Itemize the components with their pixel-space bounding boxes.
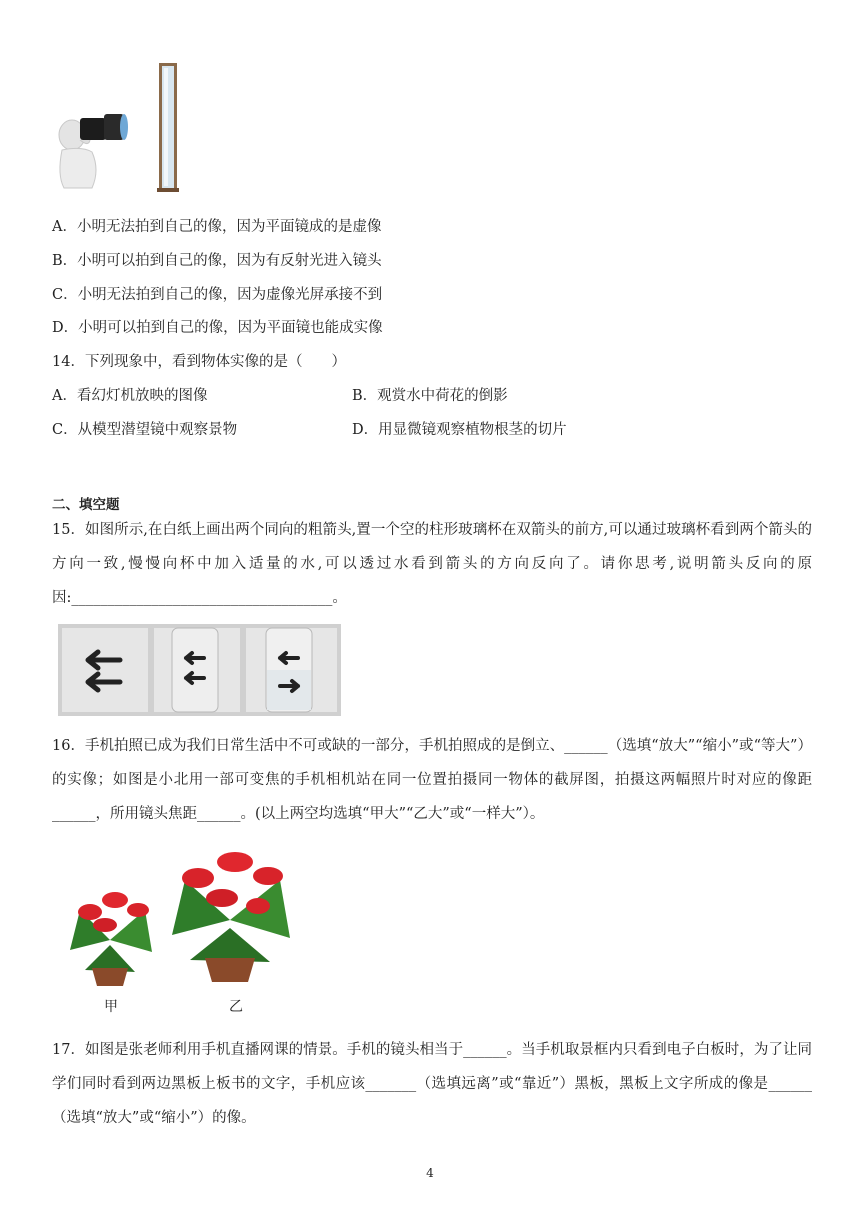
flower-yi-figure <box>160 840 300 990</box>
glass-empty <box>172 628 218 712</box>
arrow-glass-figure <box>58 624 341 716</box>
label-jia: 甲 <box>104 999 118 1015</box>
q15-text: 15．如图所示,在白纸上画出两个同向的粗箭头,置一个空的柱形玻璃杯在双箭头的前方,可以通过玻璃杯看到两个箭头的方向一致,慢慢向杯中加入适量的水,可以透过水看到箭头的方向反向了。请你思考,说明箭头反向的原因:____________________________________。 <box>52 522 812 606</box>
q13-option-b: B．小明可以拍到自己的像，因为有反射光进入镜头 <box>52 253 382 269</box>
q17-text: 17．如图是张老师利用手机直播网课的情景。手机的镜头相当于______。当手机取景框内只看到电子白板时，为了让同学们同时看到两边黑板上板书的文字，手机应该_______（选填远离”或“靠近”）黑板，黑板上文字所成的像是______（选填“放大”或“缩小”）的像。 <box>52 1042 812 1126</box>
camera-body <box>80 118 106 140</box>
flower-jia-figure <box>60 880 160 990</box>
section-title: 二、填空题 <box>52 497 120 513</box>
camera-person-mirror-figure <box>52 60 192 195</box>
flower-pot <box>92 968 128 986</box>
flower-pot <box>205 958 255 982</box>
q14-option-b: B．观赏水中荷花的倒影 <box>352 388 508 404</box>
q13-option-a: A．小明无法拍到自己的像，因为平面镜成的是虚像 <box>52 219 382 235</box>
q16-text: 16．手机拍照已成为我们日常生活中不可或缺的一部分，手机拍照成的是倒立、______（选填“放大”“缩小”或“等大”）的实像；如图是小北用一部可变焦的手机相机站在同一位置拍摄同一物体的截屏图，拍摄这两幅照片时对应的像距______，所用镜头焦距______。(以上两空均选填“甲大”“乙大”或“一样大”）。 <box>52 738 812 822</box>
person-body <box>60 148 96 188</box>
q13-option-d: D．小明可以拍到自己的像，因为平面镜也能成实像 <box>52 320 383 336</box>
q14-option-a: A．看幻灯机放映的图像 <box>52 388 208 404</box>
q14-option-c: C．从模型潜望镜中观察景物 <box>52 422 238 438</box>
q13-option-c: C．小明无法拍到自己的像，因为虚像光屏承接不到 <box>52 287 383 303</box>
label-yi: 乙 <box>229 999 243 1015</box>
q14-option-d: D．用显微镜观察植物根茎的切片 <box>352 422 567 438</box>
q14-stem: 14．下列现象中，看到物体实像的是（ ） <box>52 354 346 370</box>
page-number: 4 <box>426 1166 434 1180</box>
